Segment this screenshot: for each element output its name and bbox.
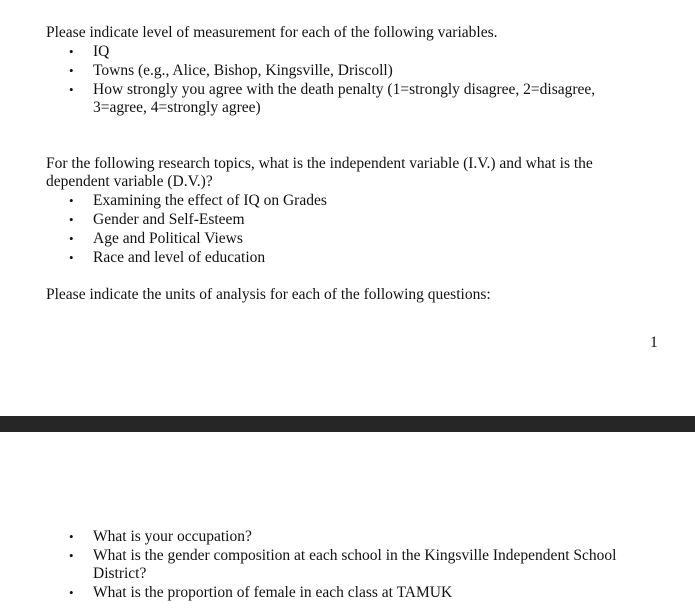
question-2-list [46, 192, 606, 268]
bullet-icon: • [69, 529, 74, 544]
question-2-prompt: For the following research topics, what is the independent variable (I.V.) and what is the dependent variable (D.V.)? [46, 155, 593, 190]
document-page-2 [0, 432, 695, 614]
bullet-icon: • [69, 548, 74, 563]
bullet-icon: • [69, 63, 74, 78]
list-item-text: Examining the effect of IQ on Grades [93, 192, 327, 209]
bullet-icon: • [69, 82, 74, 97]
bullet-icon: • [69, 585, 74, 600]
bullet-icon: • [69, 212, 74, 227]
list-item-text: What is the proportion of female in each class at TAMUK [93, 584, 453, 601]
list-item-text: What is your occupation? [93, 528, 252, 545]
bullet-icon: • [69, 193, 74, 208]
list-item-text: What is the gender composition at each school in the Kingsville Independent School District? [93, 547, 617, 582]
question-1-prompt: Please indicate level of measurement for each of the following variables. [46, 24, 498, 41]
page-break-divider [0, 416, 695, 432]
question-1-list [46, 43, 626, 118]
list-item [46, 230, 606, 248]
list-item [46, 43, 626, 61]
list-item-text: Race and level of education [93, 249, 266, 266]
list-item [46, 81, 626, 117]
question-3-list [46, 528, 646, 603]
list-item [46, 192, 606, 210]
list-item-text: Gender and Self-Esteem [93, 211, 245, 228]
question-3-prompt: Please indicate the units of analysis for each of the following questions: [46, 286, 491, 303]
bullet-icon: • [69, 231, 74, 246]
list-item [46, 211, 606, 229]
list-item [46, 528, 646, 546]
list-item-text: Towns (e.g., Alice, Bishop, Kingsville, Driscoll) [93, 62, 393, 79]
page-number: 1 [650, 334, 658, 351]
list-item [46, 584, 646, 602]
list-item [46, 249, 606, 267]
list-item-text: How strongly you agree with the death penalty (1=strongly disagree, 2=disagree, 3=agree, 4=strongly agree) [93, 81, 596, 116]
list-item-text: IQ [93, 43, 110, 60]
list-item [46, 547, 646, 583]
bullet-icon: • [69, 44, 74, 59]
bullet-icon: • [69, 250, 74, 265]
list-item [46, 62, 626, 80]
list-item-text: Age and Political Views [93, 230, 243, 247]
